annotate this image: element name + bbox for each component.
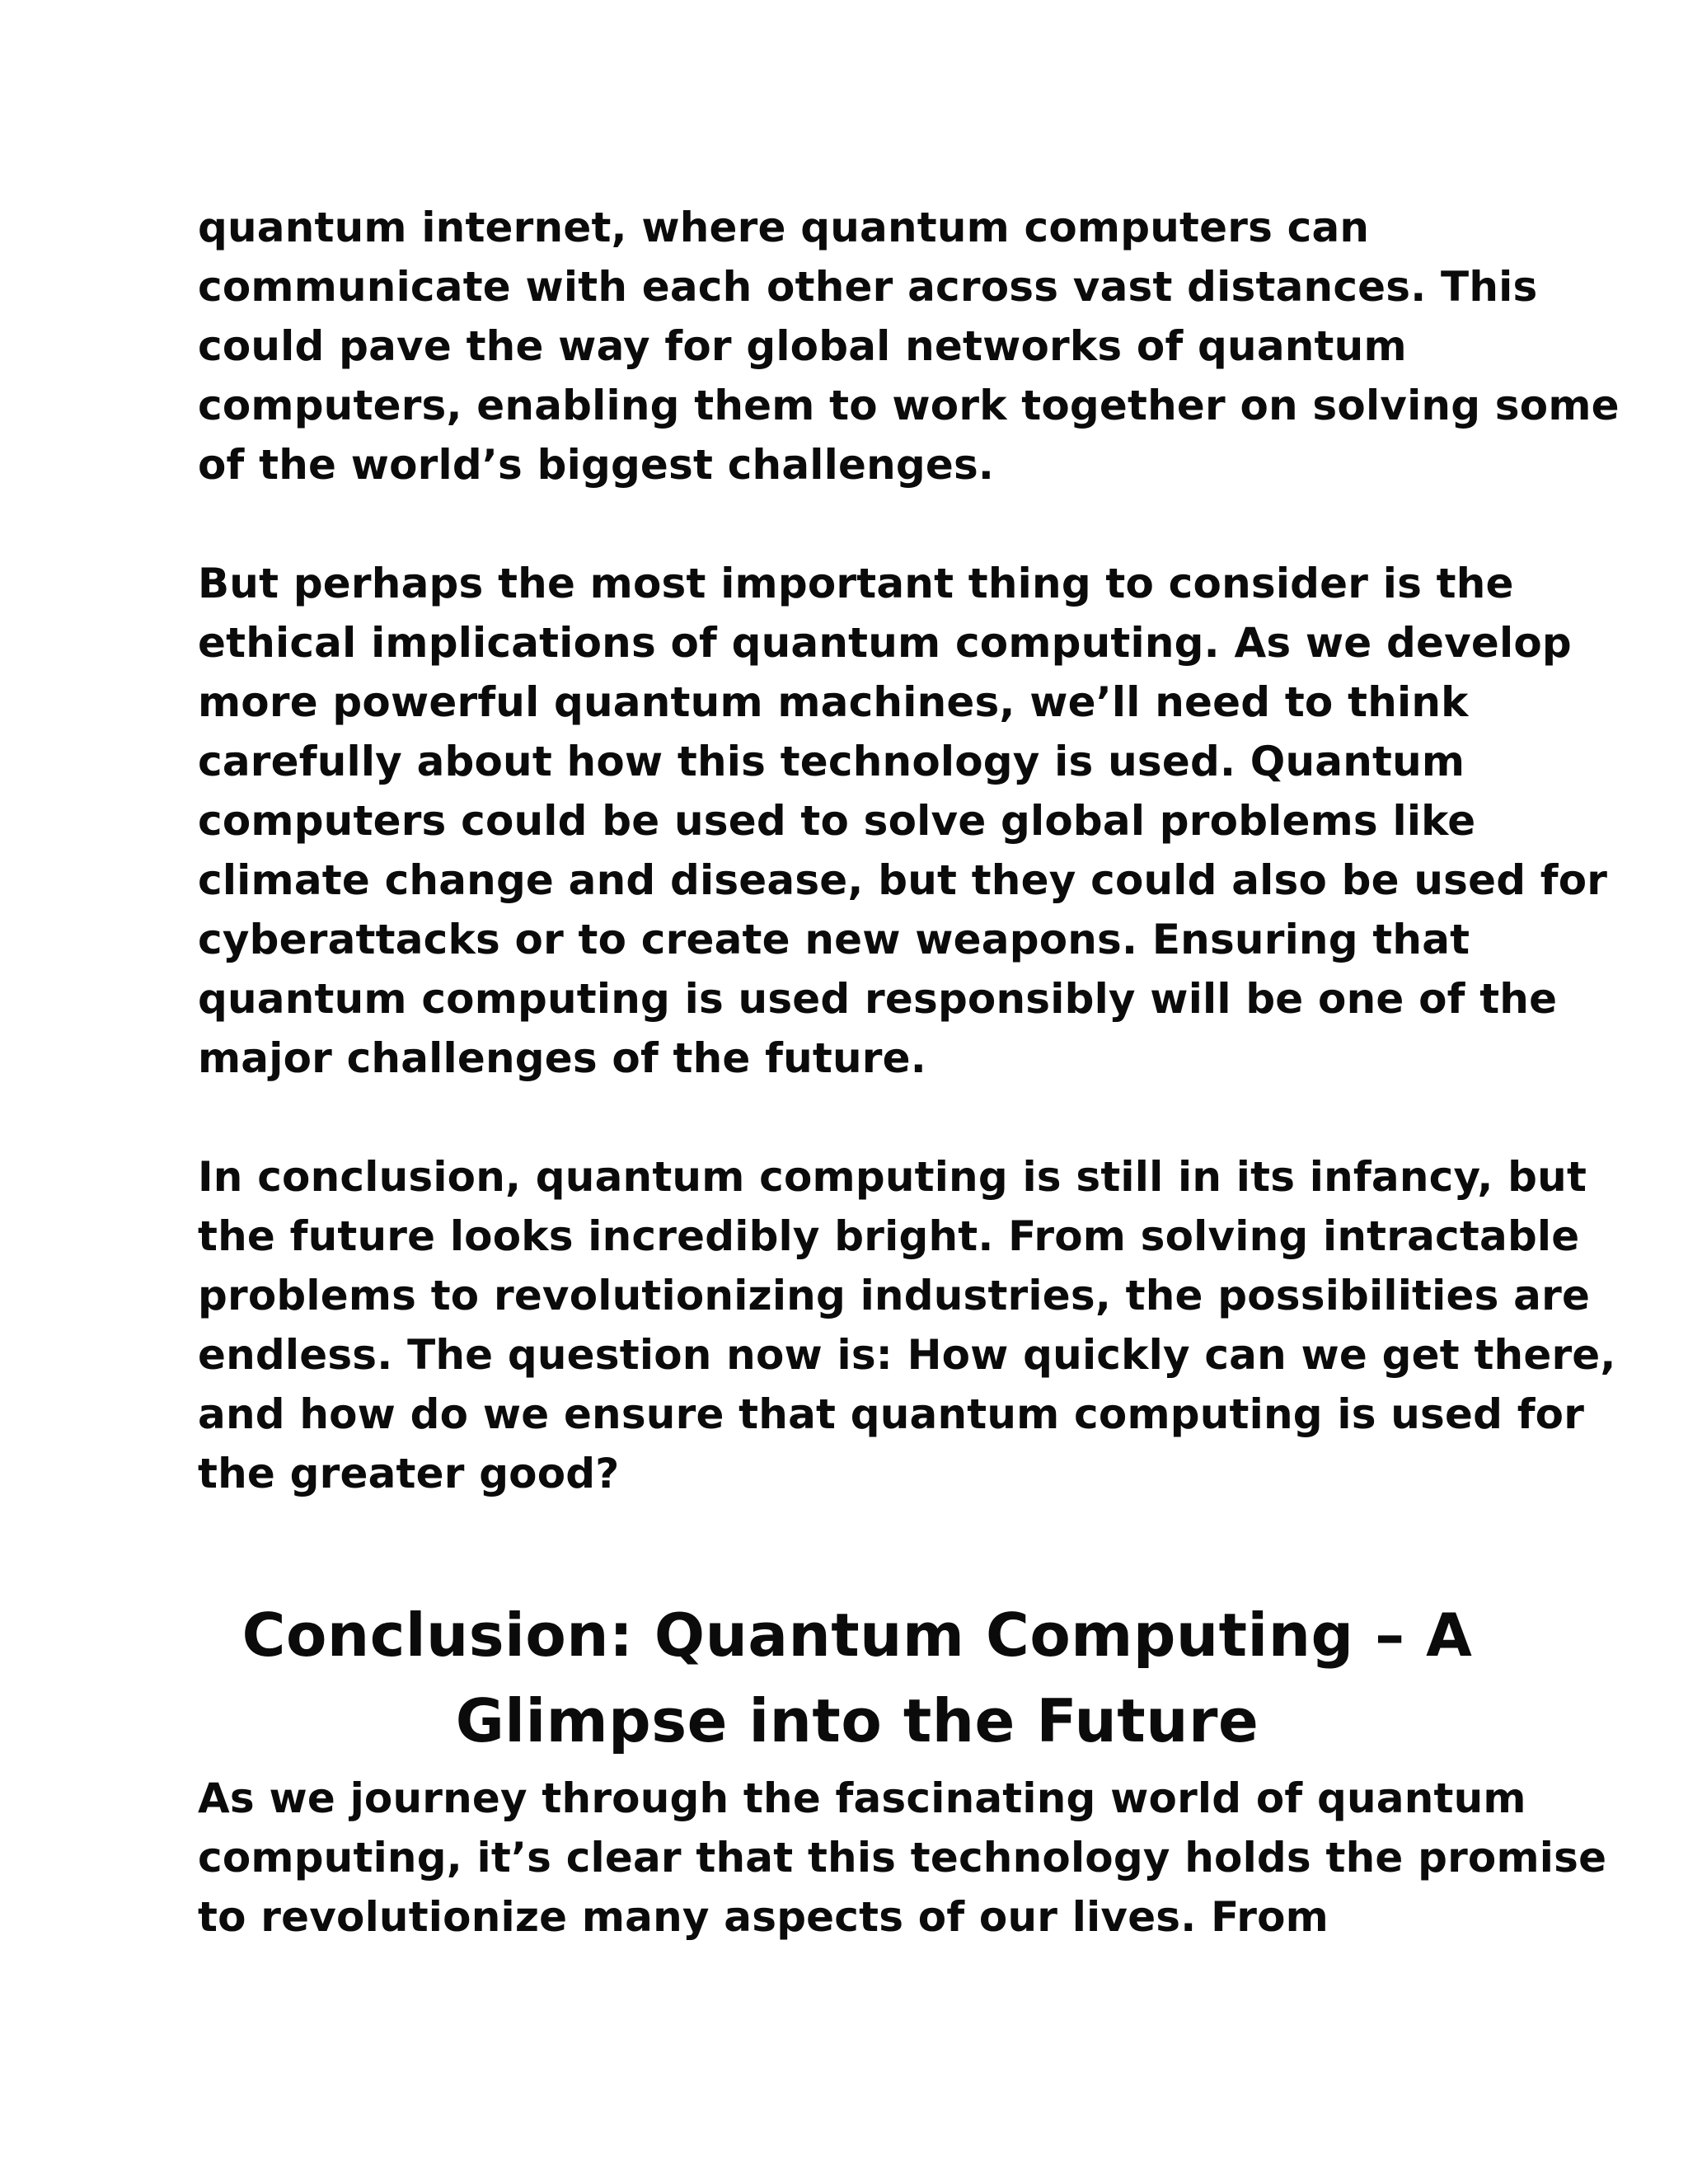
text-line: computers could be used to solve global problems like <box>198 797 1476 845</box>
text-line: communicate with each other across vast distances. This <box>198 263 1538 311</box>
paragraph-ethical-implications <box>198 554 1608 1088</box>
text-line: But perhaps the most important thing to consider is the <box>198 560 1514 607</box>
text-line: could pave the way for global networks of quantum <box>198 322 1407 370</box>
text-line: the greater good? <box>198 1450 620 1497</box>
document-page <box>198 198 1620 1947</box>
heading-line: Conclusion: Quantum Computing – A <box>241 1601 1473 1670</box>
text-line: major challenges of the future. <box>198 1034 926 1082</box>
paragraph-closing <box>198 1769 1607 1947</box>
heading-line: Glimpse into the Future <box>455 1686 1259 1755</box>
section-heading <box>198 1592 1517 1764</box>
paragraph-quantum-internet <box>198 198 1620 494</box>
text-line: quantum computing is used responsibly will be one of the <box>198 975 1558 1023</box>
text-line: problems to revolutionizing industries, the possibilities are <box>198 1272 1591 1319</box>
text-line: carefully about how this technology is used. Quantum <box>198 738 1465 785</box>
text-line: In conclusion, quantum computing is still in its infancy, but <box>198 1153 1587 1201</box>
paragraph-in-conclusion <box>198 1147 1616 1503</box>
text-line: endless. The question now is: How quickly can we get there, <box>198 1331 1616 1379</box>
text-line: of the world’s biggest challenges. <box>198 441 995 489</box>
text-line: quantum internet, where quantum computers can <box>198 204 1370 251</box>
text-line: climate change and disease, but they could also be used for <box>198 856 1608 904</box>
text-line: the future looks incredibly bright. From solving intractable <box>198 1212 1580 1260</box>
text-line: to revolutionize many aspects of our lives. From <box>198 1893 1329 1941</box>
text-line: As we journey through the fascinating world of quantum <box>198 1774 1526 1822</box>
text-line: and how do we ensure that quantum computing is used for <box>198 1390 1585 1438</box>
text-line: cyberattacks or to create new weapons. Ensuring that <box>198 916 1470 963</box>
text-line: computing, it’s clear that this technology holds the promise <box>198 1834 1607 1882</box>
text-line: ethical implications of quantum computing. As we develop <box>198 619 1572 667</box>
text-line: more powerful quantum machines, we’ll need to think <box>198 678 1469 726</box>
text-line: computers, enabling them to work together on solving some <box>198 382 1620 429</box>
